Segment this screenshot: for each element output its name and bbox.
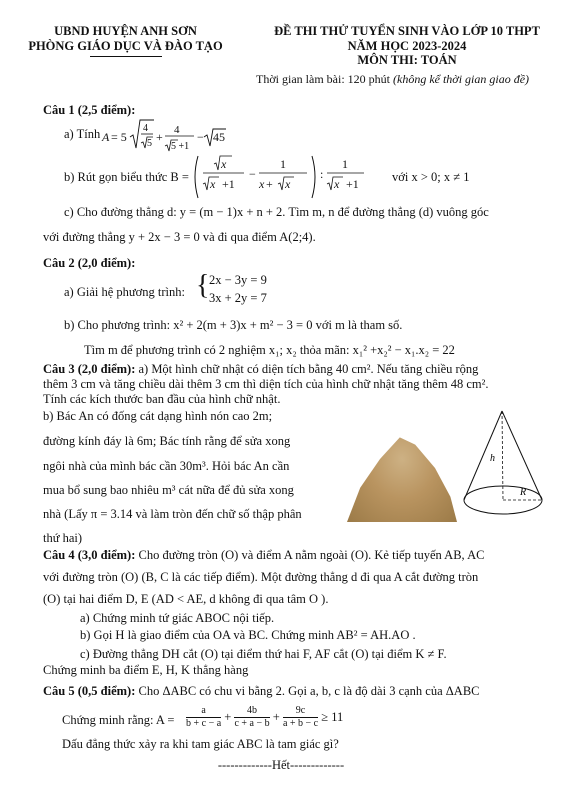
cone-height-label: h <box>490 453 495 464</box>
svg-text:−: − <box>249 167 256 181</box>
svg-text:+: + <box>156 130 163 144</box>
cone-radius-label: R <box>520 487 527 498</box>
q4c-line1: c) Đường thẳng DH cắt (O) tại điểm thứ hai F, AF cắt (O) tại điểm K ≠ F. <box>80 647 447 661</box>
exam-duration: Thời gian làm bài: 120 phút (không kể thời gian giao đề) <box>256 72 530 86</box>
svg-text:45: 45 <box>213 130 225 144</box>
q1b-condition: với x > 0; x ≠ 1 <box>392 170 470 184</box>
q2b-line1: b) Cho phương trình: x² + 2(m + 3)x + m² − 3 = 0 với m là tham số. <box>64 318 403 332</box>
q2-title: Câu 2 (2,0 điểm): <box>43 256 136 270</box>
q1-title: Câu 1 (2,5 điểm): <box>43 103 136 117</box>
svg-text:x: x <box>221 157 227 171</box>
q5-prove-label: Chứng minh rằng: A = <box>62 713 175 727</box>
q4c-line2: Chứng minh ba điểm E, H, K thẳng hàng <box>43 663 249 677</box>
q4-line1: Câu 4 (3,0 điểm): Cho đường tròn (O) và điểm A nằm ngoài (O). Kẻ tiếp tuyến AB, AC <box>43 548 485 562</box>
q1a-formula <box>100 115 230 157</box>
q3b-line1: b) Bác An có đống cát dạng hình nón cao 2m; <box>43 409 273 423</box>
q3b-line3: ngôi nhà của mình bác cần 30m³. Hỏi bác An cần <box>43 459 290 473</box>
svg-text:+1: +1 <box>222 177 235 191</box>
q1c-line1: c) Cho đường thẳng d: y = (m − 1)x + n + 2. Tìm m, n để đường thẳng (d) vuông góc <box>64 205 489 219</box>
svg-text:+: + <box>266 177 273 191</box>
cone-diagram <box>460 405 550 535</box>
q4-line3: (O) tại hai điểm D, E (AD < AE, d không đi qua tâm O ). <box>43 592 329 606</box>
svg-text::: : <box>320 167 324 181</box>
q3a-line1: Câu 3 (2,0 điểm): a) Một hình chữ nhật có diện tích bằng 40 cm². Nếu tăng chiều rộng <box>43 362 479 376</box>
org-name: UBND HUYỆN ANH SƠN <box>54 24 197 38</box>
svg-text:= 5: = 5 <box>111 130 127 144</box>
svg-text:x: x <box>285 177 291 191</box>
q5-inequality: $\frac{a}{b + c - a}$ + $\frac{4b}{c + a - b}$ + $\frac{9c}{a + b - c}$ ≥ 11 <box>186 705 344 729</box>
svg-text:−: − <box>197 130 204 144</box>
school-year: NĂM HỌC 2023-2024 <box>347 39 467 53</box>
q4a: a) Chứng minh tứ giác ABOC nội tiếp. <box>80 611 275 625</box>
subject: MÔN THI: TOÁN <box>357 53 457 67</box>
exam-title: ĐỀ THI THỬ TUYỂN SINH VÀO LỚP 10 THPT <box>274 24 540 38</box>
svg-text:x: x <box>259 177 265 191</box>
q5-line1: Câu 5 (0,5 điểm): Cho ΔABC có chu vi bằng 2. Gọi a, b, c là độ dài 3 cạnh của ΔABC <box>43 684 480 698</box>
svg-text:5 +1: 5 +1 <box>171 141 190 152</box>
q1b-label: b) Rút gọn biểu thức B = <box>64 170 189 184</box>
svg-text:x: x <box>210 177 216 191</box>
q1b-formula <box>192 152 392 202</box>
header-divider <box>90 56 162 57</box>
footer-end: -------------Hết------------- <box>217 758 345 772</box>
q4b: b) Gọi H là giao điểm của OA và BC. Chứng minh AB² = AH.AO . <box>80 628 416 642</box>
q3b-line5: nhà (Lấy π = 3.14 và làm tròn đến chữ số thập phân <box>43 507 302 521</box>
q3b-line6: thứ hai) <box>43 531 83 545</box>
q2a-eq2: 3x + 2y = 7 <box>209 291 267 305</box>
q3b-line4: mua bổ sung bao nhiêu m³ cát nữa để đủ sửa xong <box>43 483 294 497</box>
svg-text:+1: +1 <box>346 177 359 191</box>
q1a-label: a) Tính <box>64 127 101 141</box>
dept-name: PHÒNG GIÁO DỤC VÀ ĐÀO TẠO <box>28 39 223 53</box>
q3a-line2: thêm 3 cm và tăng chiều dài thêm 3 cm thì diện tích của hình chữ nhật tăng thêm 48 cm². <box>43 377 489 391</box>
svg-text:5: 5 <box>147 138 152 149</box>
svg-text:4: 4 <box>174 124 180 136</box>
q5-line3: Dấu đẳng thức xảy ra khi tam giác ABC là tam giác gì? <box>62 737 339 751</box>
svg-text:4: 4 <box>143 123 148 134</box>
q4-line2: với đường tròn (O) (B, C là các tiếp điểm). Một đường thẳng d đi qua A cắt đường tròn <box>43 570 479 584</box>
svg-text:x: x <box>334 177 340 191</box>
svg-text:1: 1 <box>342 157 348 171</box>
svg-text:A: A <box>102 130 110 144</box>
sand-pile-photo <box>347 432 457 522</box>
q2a-eq1: 2x − 3y = 9 <box>209 273 267 287</box>
system-brace: { <box>196 270 210 301</box>
q2b-line2: Tìm m để phương trình có 2 nghiệm x₁; x₂ thỏa mãn: x₁² +x₂² − x₁.x₂ = 22 <box>84 343 455 357</box>
q3a-line3: Tính các kích thước ban đầu của hình chữ nhật. <box>43 392 281 406</box>
q2a-label: a) Giải hệ phương trình: <box>64 285 185 299</box>
q1c-line2: với đường thẳng y + 2x − 3 = 0 và đi qua điểm A(2;4). <box>43 230 316 244</box>
q3b-line2: đường kính đáy là 6m; Bác tính rằng để sửa xong <box>43 434 291 448</box>
svg-text:1: 1 <box>280 157 286 171</box>
